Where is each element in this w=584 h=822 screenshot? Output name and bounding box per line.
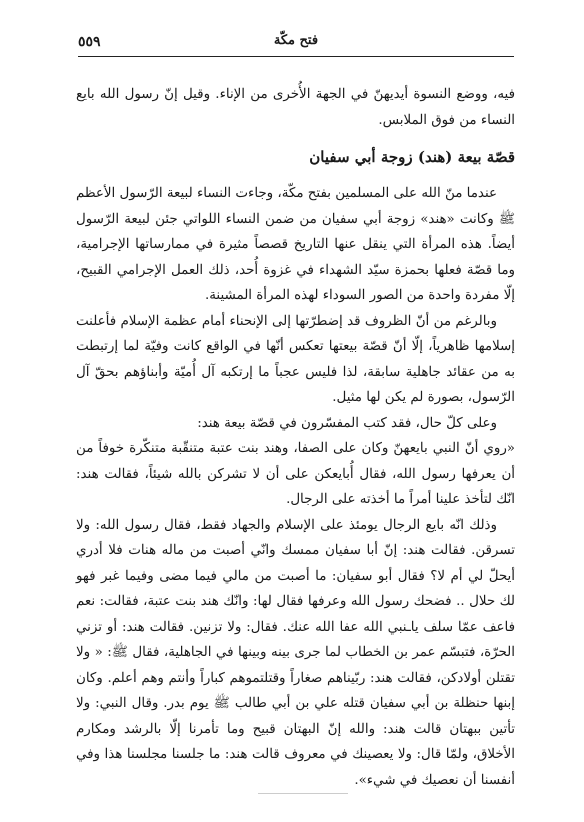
paragraph: فيه، ووضع النسوة أيديهنّ في الجهة الأُخرى من الإناء. وقيل إنّ رسول الله بايع النساء من فوق الملابس. xyxy=(76,87,515,128)
paragraph: وعلى كلّ حال، فقد كتب المفسّرون في قصّة بيعة هند: xyxy=(197,415,497,431)
paragraph: عندما منّ الله على المسلمين بفتح مكّة، وجاءت النساء لبيعة الرّسول الأعظم ﷺ وكانت «هند» زوجة أبي سفيان من ضمن النساء اللواتي جئن لبيعة الرّسول أيضاً. هذه المرأة التي ينقل عنها التاريخ قصصاً مثيرة في ممارساتها الإجرامية، وما قصّة فعلها بحمزة سيّد الشهداء في غزوة أُحد، ذلك العمل الإجرامي القبيح، إلّا مفردة واحدة من الصور السوداء لهذه المرأة المشينة. xyxy=(76,186,515,303)
footer-divider xyxy=(258,793,348,794)
quote-paragraph: «روي أنّ النبي بايعهنّ وكان على الصفا، وهند بنت عتبة متنقّبة متنكّرة خوفاً من أن يعرفها رسول الله، فقال أُبايعكن على أن لا تشركن بالله شيئاً، فقالت هند: انّك لتأخذ علينا أمراً ما أخذته على الرجال. xyxy=(76,441,515,507)
running-title: فتح مكّة xyxy=(273,33,319,48)
page-header xyxy=(78,30,514,57)
paragraph: وبالرغم من أنّ الظروف قد إضطرّتها إلى الإنحناء أمام عظمة الإسلام فأعلنت إسلامها ظاهرياً، إلّا أنّ قصّة بيعتها تعكس أنّها في الواقع كانت وفيّة لما إرتبطت به من عقائد جاهلية سابقة، لذا فليس عجباً ما إرتكبه آل أُميّة وأبناؤهم بحقّ آل الرّسول، بصورة لم يكن لها مثيل. xyxy=(76,313,515,405)
paragraph: وذلك انّه بايع الرجال يومئذ على الإسلام والجهاد فقط، فقال رسول الله: ولا تسرقن. فقالت هند: إنّ أبا سفيان ممسك وانّي أصبت من ماله هنات فلا أدري أيحلّ لي أم لا؟ فقال أبو سفيان: ما أصبت من مالي فيما مضى وفيما غبر فهو لك حلال .. فضحك رسول الله وعرفها فقال لها: وانّك هند بنت عتبة، فقالت: نعم فاعف عمّا سلف ياـنبي الله عفا الله عنك. فقال: ولا تزنين. فقالت هند: أو تزني الحرّة، فتبسّم عمر بن الخطاب لما جرى بينه وبينها في الجاهلية، فقال ﷺ: « ولا تقتلن أولادكن، فقالت هند: ربّيناهم صغاراً وقتلتموهم كباراً وأنتم وهم أعلم. وكان إبنها حنظلة بن أبي سفيان قتله علي بن أبي طالب ﷺ يوم بدر. وقال النبي: ولا تأتين ببهتان قالت هند: والله إنّ البهتان قبيح وما تأمرنا إلّا بالرشد ومكارم الأخلاق، ولمّا قال: ولا يعصينك في معروف قالت هند: ما جلسنا مجلسنا هذا وفي أنفسنا أن نعصيك في شيء». xyxy=(76,517,515,788)
section-body xyxy=(76,181,515,793)
section-heading: قصّة بيعة (هند) زوجة أبي سفيان xyxy=(309,148,515,166)
page-number: ٥٥٩ xyxy=(78,34,101,50)
intro-text xyxy=(76,82,515,133)
